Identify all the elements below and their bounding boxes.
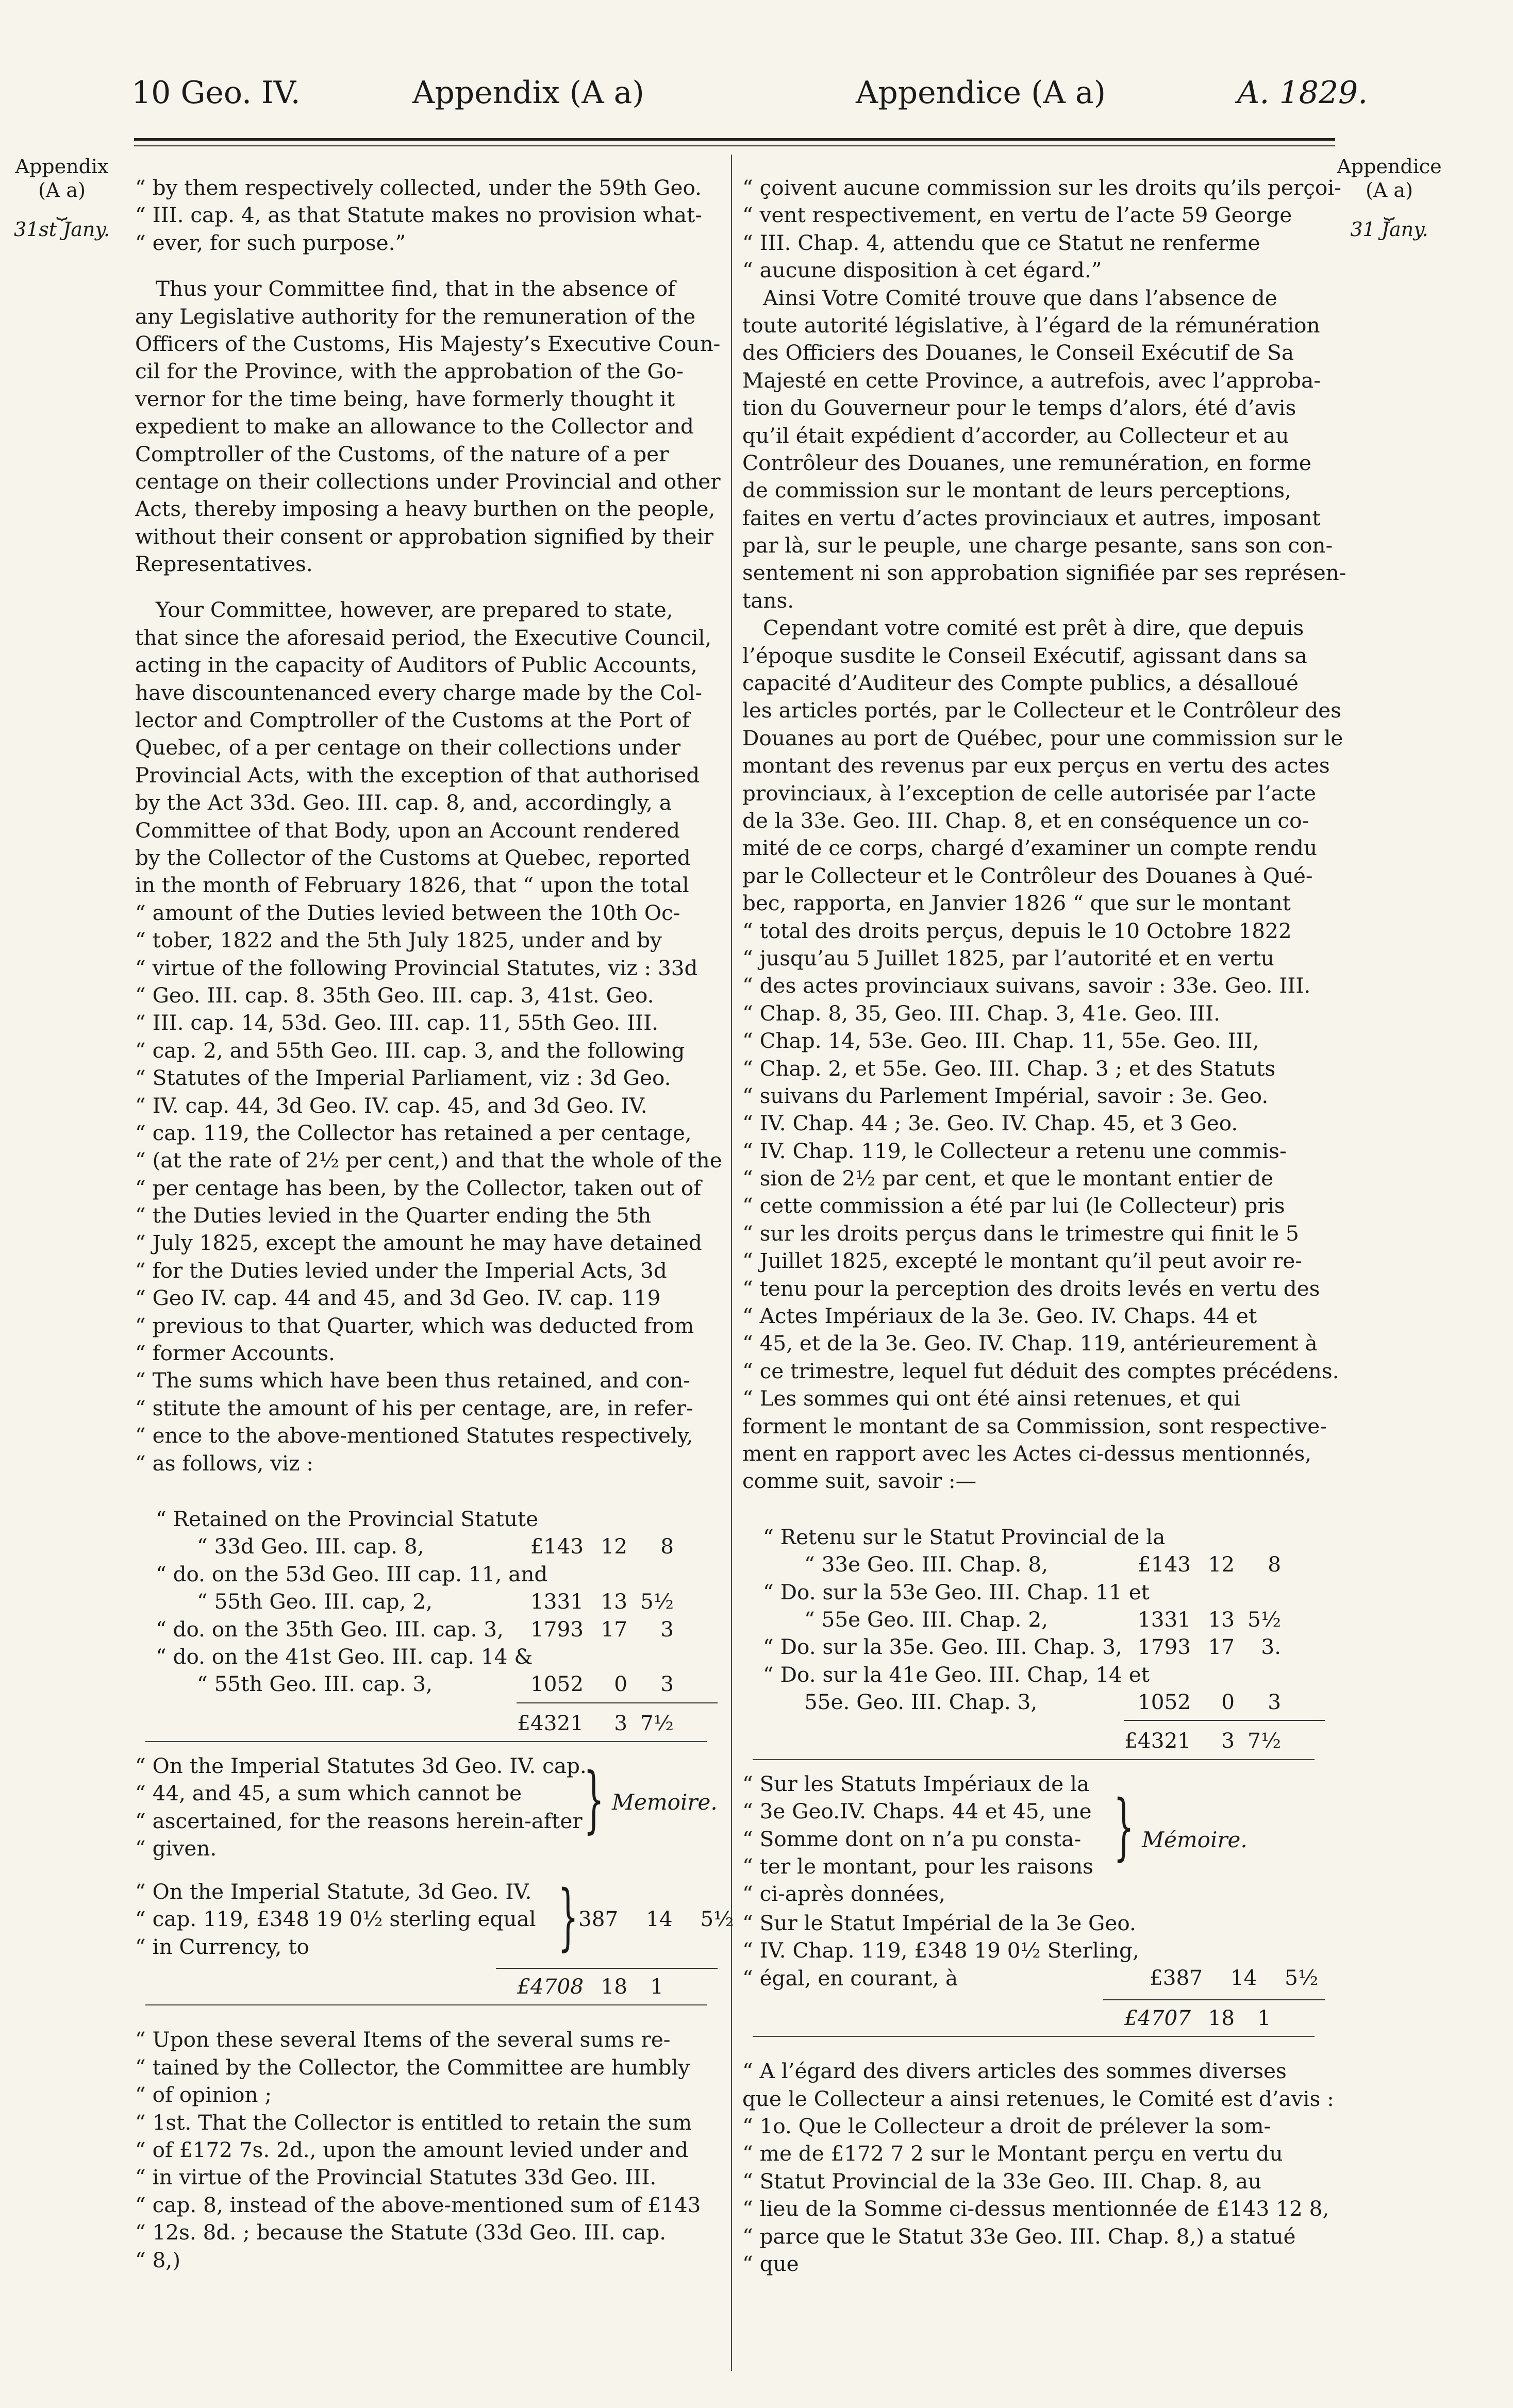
english-p4-line: “ Upon these several Items of the several sums re- [135,2027,671,2052]
french-p2-line: sentement ni son approbation signifiée par ses représen- [742,560,1346,586]
french-p3-line: “ total des droits perçus, depuis le 10 Octobre 1822 [742,918,1292,943]
french-p4-line: “ lieu de la Somme ci-dessus mentionnée de £143 12 8, [742,2196,1329,2221]
english-p4-line: “ in virtue of the Provincial Statutes 33d Geo. III. [135,2165,657,2190]
english-imperial-119-text [135,1875,579,1961]
french-p3-line: “ Les sommes qui ont été ainsi retenues, et qui [742,1386,1241,1411]
english-table-label: “ do. on the 53d Geo. III cap. 11, and [156,1561,548,1586]
french-imperial-memoire-block [742,1770,1325,1910]
right-margin-appendice: Appendice [1337,155,1442,178]
english-subtotal-pounds: £4321 [517,1710,584,1735]
english-table-label: “ do. on the 41st Geo. III. cap. 14 & [156,1644,533,1669]
english-imperial-memoire-block [135,1752,718,1866]
english-p4-line: “ of £172 7s. 2d., upon the amount levied under and [135,2137,689,2163]
french-p3-line: Douanes au port de Québec, pour une commission sur le [742,725,1343,750]
french-table-label: “ Do. sur la 35e. Geo. III. Chap. 3, [763,1634,1122,1660]
french-table-shillings: 13 [1208,1607,1235,1632]
english-119-shillings: 14 [646,1907,673,1932]
english-table-shillings: 0 [614,1671,627,1697]
french-p3-line: “ Chap. 2, et 55e. Geo. III. Chap. 3 ; et des Statuts [742,1056,1276,1081]
english-table-label: “ 33d Geo. III. cap. 8, [197,1534,424,1559]
french-p4-line: que le Collecteur a ainsi retenues, le Comité est d’avis : [742,2086,1334,2111]
english-table-row [135,1588,718,1615]
english-p2-line: expedient to make an allowance to the Collector and [135,414,694,439]
english-p3-line: Provincial Acts, with the exception of that authorised [135,762,700,788]
french-p2-line: Ainsi Votre Comité trouve que dans l’absence de [763,285,1277,310]
french-imperial-119-block [742,1910,1325,1997]
page-number [131,72,301,113]
english-p2-line: centage on their collections under Provincial and other [135,469,721,494]
french-p3-line: bec, rapporta, en Janvier 1826 “ que sur le montant [742,891,1291,916]
english-table-pounds: £143 [530,1534,584,1559]
english-p3-line: “ III. cap. 14, 53d. Geo. III. cap. 11, 55th Geo. III. [135,1010,658,1035]
appendix-french-heading: Appendice (A a) [856,75,1106,111]
english-p1-line: “ by them respectively collected, under the 59th Geo. [135,175,702,200]
french-p2-line: Contrôleur des Douanes, une remunération, en forme [742,450,1311,475]
english-p3-line: “ tober, 1822 and the 5th July 1825, under and by [135,928,662,953]
french-table-shillings: 12 [1208,1552,1235,1577]
english-paragraph-opinion [135,2026,718,2274]
french-p2-line: tion du Gouverneur pour le temps d’alors, été d’avis [742,395,1296,421]
english-subtotal-pence: 7½ [640,1710,674,1735]
french-table-row [742,1579,1325,1606]
french-total-shillings: 18 [1208,2005,1235,2030]
english-imperial2-line: “ cap. 119, £348 19 0½ sterling equal [135,1907,536,1932]
french-imperial1-line: “ Somme dont on n’a pu consta- [742,1826,1082,1851]
english-table-shillings: 13 [601,1589,627,1614]
french-subtotal-shillings: 3 [1221,1728,1235,1753]
english-p3-line: “ cap. 119, the Collector has retained a per centage, [135,1120,692,1145]
english-p2-line: Thus your Committee find, that in the absence of [156,276,676,302]
french-table-row [742,1551,1325,1578]
french-total-pounds: £4707 [1124,2005,1191,2030]
english-p3-line: Committee of that Body, upon an Account rendered [135,817,680,843]
english-p4-line: “ tained by the Collector, the Committee are humbly [135,2054,690,2080]
english-p3-line: “ (at the rate of 2½ per cent,) and that the whole of the [135,1148,722,1173]
english-table-pence: 5½ [640,1589,674,1614]
left-margin-code: (A a) [38,179,86,202]
french-p3-line: “ suivans du Parlement Impérial, savoir : 3e. Geo. [742,1083,1269,1108]
french-table-shillings: 17 [1208,1634,1235,1660]
french-table-label: “ Do. sur la 53e Geo. III. Chap. 11 et [763,1579,1150,1604]
french-imperial1-line: “ ci-après données, [742,1881,946,1907]
french-p3-line: “ Juillet 1825, excepté le montant qu’il peut avoir re- [742,1248,1302,1274]
french-p4-line: “ A l’égard des divers articles des sommes diverses [742,2059,1287,2084]
english-p2-line: Comptroller of the Customs, of the nature of a per [135,441,669,466]
french-p3-line: “ IV. Chap. 44 ; 3e. Geo. IV. Chap. 45, et 3 Geo. [742,1111,1238,1136]
french-column [742,174,1346,2278]
english-p2-line: cil for the Province, with the approbation of the Go- [135,359,684,384]
english-p3-line: “ for the Duties levied under the Imperial Acts, 3d [135,1258,667,1283]
reign-label: Geo. IV. [180,75,301,111]
english-p2-line: any Legislative authority for the remuneration of the [135,304,696,329]
english-p3-line: Quebec, of a per centage on their collections under [135,735,681,760]
english-table-row [135,1643,718,1670]
english-total-shillings: 18 [601,1974,627,1999]
french-p2-line: Majesté en cette Province, a autrefois, avec l’approba- [742,367,1321,393]
english-p3-line: “ IV. cap. 44, 3d Geo. IV. cap. 45, and 3d Geo. IV. [135,1093,647,1118]
english-p4-line: “ 8,) [135,2247,181,2272]
french-p3-line: “ des actes provinciaux suivans, savoir : 33e. Geo. III. [742,973,1311,998]
english-paragraph-3 [135,596,722,1477]
english-p3-line: have discountenanced every charge made by the Col- [135,680,703,705]
french-p3-line: de la 33e. Geo. III. Chap. 8, et en conséquence un co- [742,808,1309,833]
french-p3-line: “ Chap. 14, 53e. Geo. III. Chap. 11, 55e. Geo. III, [742,1028,1259,1054]
french-p3-line: l’époque susdite le Conseil Exécutif, agissant dans sa [742,643,1307,668]
left-margin-note [5,155,119,241]
french-table-pence: 8 [1268,1552,1281,1577]
french-imperial2-line: “ IV. Chap. 119, £348 19 0½ Sterling, [742,1938,1139,1963]
french-table-label: “ 33e Geo. III. Chap. 8, [804,1552,1048,1577]
appendix-english-heading: Appendix (A a) [412,75,644,111]
french-table-label: “ Do. sur la 41e Geo. III. Chap, 14 et [763,1662,1150,1687]
french-p1-line: “ çoivent aucune commission sur les droits qu’ils perçoi- [742,175,1341,200]
french-p3-line: “ cette commission a été par lui (le Collecteur) pris [742,1193,1285,1218]
english-p3-line: “ former Accounts. [135,1341,336,1366]
english-p2-line: without their consent or approbation signified by their [135,524,714,549]
english-p3-line: by the Act 33d. Geo. III. cap. 8, and, accordingly, a [135,790,672,815]
english-p3-line: “ stitute the amount of his per centage, are, in refer- [135,1395,693,1420]
french-p3-line: les articles portés, par le Collecteur et le Contrôleur des [742,698,1341,723]
right-margin-code: (A a) [1366,179,1413,202]
french-paragraph-opinion [742,2058,1334,2278]
english-table-row [135,1616,718,1643]
french-table-pounds: 1793 [1137,1634,1191,1660]
english-p4-line: “ 12s. 8d. ; because the Statute (33d Geo. III. cap. [135,2220,667,2245]
french-table-row [742,1633,1325,1661]
french-table-shillings: 0 [1221,1690,1235,1715]
right-margin-brace: ⏟ [1384,199,1395,220]
french-p2-line: faites en vertu d’actes provinciaux et autres, imposant [742,505,1321,530]
french-p1-line: “ aucune disposition à cet égard.” [742,258,1102,283]
english-imperial-119-block [135,1875,734,1966]
english-subtotal-row [135,1710,718,1737]
english-total-pounds: £4708 [517,1974,584,1999]
left-margin-date: 31st Jany. [13,218,110,241]
right-margin-note [1333,155,1446,241]
french-memoire-brace: } [1113,1784,1135,1869]
english-paragraph-2 [135,275,721,578]
french-table-row [742,1524,1325,1551]
french-p3-line: provinciaux, à l’exception de celle autorisée par l’acte [742,780,1316,806]
french-p4-line: “ que [742,2251,799,2276]
year-label: A. 1829. [1237,75,1368,111]
french-p2-line: par là, sur le peuple, une charge pesante, sans son con- [742,533,1333,558]
french-p3-line: “ Chap. 8, 35, Geo. III. Chap. 3, 41e. Geo. III. [742,1000,1221,1026]
english-column [135,174,734,2274]
french-p2-line: tans. [742,588,794,613]
french-imperial1-line: “ 3e Geo.IV. Chaps. 44 et 45, une [742,1799,1092,1824]
english-total-row [135,1973,718,2000]
english-p3-line: “ per centage has been, by the Collector, taken out of [135,1175,702,1200]
french-table-pounds: 1052 [1137,1690,1191,1715]
french-imperial1-line: “ Sur les Statuts Impériaux de la [742,1771,1090,1796]
english-119-pounds: 387 [578,1907,619,1932]
english-table-pence: 3 [660,1616,674,1642]
english-p4-line: “ 1st. That the Collector is entitled to retain the sum [135,2110,692,2135]
english-119-pence: 5½ [700,1907,734,1932]
english-subtotal-shillings: 3 [614,1710,627,1735]
french-table-pounds: 1331 [1137,1607,1191,1632]
french-imperial2-line: “ égal, en courant, à [742,1965,958,1991]
english-memoire-brace: } [584,1758,605,1842]
french-subtotal-pounds: £4321 [1124,1728,1191,1753]
french-p2-line: qu’il était expédient d’accorder, au Collecteur et au [742,423,1289,448]
english-p2-line: Representatives. [135,551,313,577]
english-119-brace: } [558,1875,579,1960]
english-table-pounds: 1331 [530,1589,584,1614]
french-p4-line: “ parce que le Statut 33e Geo. III. Chap. 8,) a statué [742,2223,1296,2249]
english-p4-line: “ cap. 8, instead of the above-mentioned sum of £143 [135,2192,701,2217]
english-p3-line: that since the aforesaid period, the Executive Council, [135,625,712,650]
french-p3-line: par le Collecteur et le Contrôleur des Douanes à Qué- [742,863,1313,888]
french-p4-line: “ me de £172 7 2 sur le Montant perçu en vertu du [742,2141,1283,2166]
english-p3-line: “ ence to the above-mentioned Statutes respectively, [135,1423,693,1448]
english-imperial1-line: “ given. [135,1836,217,1861]
english-p2-line: Acts, thereby imposing a heavy burthen on the people, [135,496,716,522]
english-imperial2-line: “ in Currency, to [135,1934,309,1959]
french-p3-line: ment en rapport avec les Actes ci-dessus mentionnés, [742,1441,1312,1466]
english-p2-line: Officers of the Customs, His Majesty’s Executive Coun- [135,331,721,356]
french-p3-line: “ IV. Chap. 119, le Collecteur a retenu une commis- [742,1138,1287,1163]
english-table-label: “ 55th Geo. III. cap. 3, [197,1671,433,1697]
french-p3-line: “ jusqu’au 5 Juillet 1825, par l’autorité et en vertu [742,945,1274,971]
english-p1-line: “ ever, for such purpose.” [135,230,406,255]
french-imperial-statutes-text [742,1770,1134,1908]
english-p3-line: “ amount of the Duties levied between the 10th Oc- [135,900,680,925]
french-imperial1-line: “ ter le montant, pour les raisons [742,1854,1093,1879]
english-table-pence: 3 [660,1671,674,1697]
french-table-label: 55e. Geo. III. Chap. 3, [804,1690,1038,1715]
english-p3-line: “ cap. 2, and 55th Geo. III. cap. 3, and the following [135,1038,685,1063]
english-table-label: “ 55th Geo. III. cap, 2, [197,1589,433,1614]
english-paragraph-1 [135,174,718,257]
french-p3-line: forment le montant de sa Commission, sont respective- [742,1413,1327,1439]
french-p1-line: “ III. Chap. 4, attendu que ce Statut ne renferme [742,230,1260,255]
french-p3-line: “ 45, et de la 3e. Geo. IV. Chap. 119, antérieurement à [742,1331,1318,1356]
french-table-label: “ 55e Geo. III. Chap. 2, [804,1607,1048,1632]
french-119-pounds: £387 [1150,1965,1203,1990]
english-imperial2-line: “ On the Imperial Statute, 3d Geo. IV. [135,1879,532,1904]
english-memoire-label: Memoire. [612,1790,718,1815]
french-p3-line: capacité d’Auditeur des Compte publics, a désalloué [742,671,1299,696]
english-table-label: “ Retained on the Provincial Statute [156,1506,539,1531]
english-p3-line: “ the Duties levied in the Quarter ending the 5th [135,1203,652,1228]
english-imperial1-line: “ ascertained, for the reasons herein-after [135,1808,583,1833]
french-memoire-label: Mémoire. [1142,1827,1248,1852]
english-table-shillings: 12 [601,1534,627,1559]
french-table-pounds: £143 [1137,1552,1191,1577]
french-imperial-119-text [742,1910,1206,1992]
english-p3-line: in the month of February 1826, that “ upon the total [135,873,689,898]
french-paragraph-3 [742,614,1343,1495]
french-table-pence: 3 [1268,1690,1281,1715]
english-table-row [135,1561,718,1588]
left-margin-brace: ⏟ [56,199,68,220]
french-imperial2-line: “ Sur le Statut Impérial de la 3e Geo. [742,1910,1136,1935]
french-subtotal-row [742,1727,1325,1754]
english-p2-line: vernor for the time being, have formerly thought it [135,386,675,411]
french-table-row [742,1606,1325,1633]
english-p1-line: “ III. cap. 4, as that Statute makes no provision what- [135,203,702,228]
french-table-pence: 3. [1261,1634,1281,1660]
french-119-amount [1150,1964,1318,1992]
right-margin-date: 31 Jany. [1350,218,1428,241]
french-p3-line: “ sion de 2½ par cent, et que le montant entier de [742,1166,1274,1191]
english-table-row [135,1670,718,1698]
french-p4-line: “ 1o. Que le Collecteur a droit de prélever la som- [742,2114,1271,2139]
english-p3-line: “ Geo. III. cap. 8. 35th Geo. III. cap. 3, 41st. Geo. [135,982,654,1008]
english-table-row [135,1506,718,1533]
french-table-pence: 5½ [1247,1607,1281,1632]
header-rule [134,138,1335,141]
english-table-shillings: 17 [601,1616,627,1642]
french-p3-line: “ ce trimestre, lequel fut déduit des comptes précédens. [742,1358,1339,1383]
left-margin-appendix: Appendix [15,155,109,178]
french-119-shillings: 14 [1230,1965,1257,1990]
header-rule-thin [134,145,1335,146]
english-retained-table [135,1506,718,1698]
english-imperial1-line: “ On the Imperial Statutes 3d Geo. IV. cap. [135,1753,587,1779]
english-p4-line: “ of opinion ; [135,2082,272,2108]
english-imperial-statutes-text [135,1752,587,1863]
french-table-row [742,1661,1325,1688]
french-p2-line: de commission sur le montant de leurs perceptions, [742,478,1291,503]
french-p3-line: mité de ce corps, chargé d’examiner un compte rendu [742,835,1318,861]
english-total-pence: 1 [650,1974,663,1999]
french-p1-line: “ vent respectivement, en vertu de l’acte 59 George [742,203,1292,228]
english-p3-line: “ previous to that Quarter, which was deducted from [135,1313,694,1338]
page-number-text: 10 [131,75,171,111]
french-paragraph-2 [742,285,1346,615]
english-table-row [135,1533,718,1560]
french-p2-line: des Officiers des Douanes, le Conseil Exécutif de Sa [742,340,1294,365]
english-p3-line: “ The sums which have been thus retained, and con- [135,1368,690,1393]
english-p3-line: acting in the capacity of Auditors of Public Accounts, [135,653,697,678]
english-p3-line: “ July 1825, except the amount he may have detained [135,1230,702,1256]
english-p3-line: “ Geo IV. cap. 44 and 45, and 3d Geo. IV. cap. 119 [135,1285,661,1311]
french-total-pence: 1 [1257,2005,1271,2030]
english-table-pounds: 1052 [530,1671,584,1697]
french-p3-line: “ sur les droits perçus dans le trimestre qui finit le 5 [742,1220,1299,1246]
english-119-amount [578,1905,734,1933]
french-p3-line: comme suit, savoir :— [742,1468,977,1494]
english-p3-line: lector and Comptroller of the Customs at the Port of [135,708,690,733]
french-subtotal-pence: 7½ [1247,1728,1281,1753]
english-p3-line: “ as follows, viz : [135,1450,313,1476]
english-p3-line: “ virtue of the following Provincial Statutes, viz : 33d [135,955,698,980]
french-p3-line: Cependant votre comité est prêt à dire, que depuis [763,615,1304,641]
english-p3-line: “ Statutes of the Imperial Parliament, viz : 3d Geo. [135,1065,671,1091]
english-p3-line: by the Collector of the Customs at Quebec, reported [135,845,691,870]
french-p3-line: “ tenu pour la perception des droits levés en vertu des [742,1276,1320,1301]
french-p3-line: montant des revenus par eux perçus en vertu des actes [742,753,1330,778]
french-119-pence: 5½ [1285,1965,1319,1990]
french-p3-line: “ Actes Impériaux de la 3e. Geo. IV. Chaps. 44 et [742,1303,1257,1329]
french-table-row [742,1688,1325,1716]
english-table-label: “ do. on the 35th Geo. III. cap. 3, [156,1616,504,1642]
french-p2-line: toute autorité législative, à l’égard de la rémunération [742,312,1320,338]
english-imperial1-line: “ 44, and 45, a sum which cannot be [135,1781,522,1806]
french-table-label: “ Retenu sur le Statut Provincial de la [763,1524,1166,1549]
english-table-pence: 8 [660,1534,674,1559]
french-paragraph-1 [742,174,1341,285]
column-divider [731,155,732,2371]
french-retained-table [742,1524,1325,1716]
french-total-row [742,2004,1325,2032]
french-p4-line: “ Statut Provincial de la 33e Geo. III. Chap. 8, au [742,2168,1262,2194]
english-table-pounds: 1793 [530,1616,584,1642]
english-p3-line: Your Committee, however, are prepared to state, [156,597,673,623]
